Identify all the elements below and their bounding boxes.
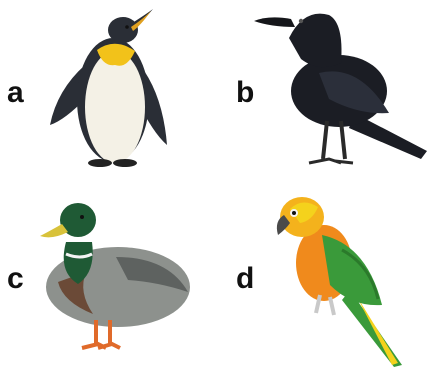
duck-image [38, 202, 198, 362]
panel-label-a: a [7, 76, 24, 109]
panel-a [0, 0, 214, 180]
panel-b [214, 0, 428, 180]
panel-label-d: d [236, 262, 255, 295]
panel-label-b: b [236, 76, 255, 109]
panel-c [0, 180, 214, 360]
parrot-image [272, 195, 412, 370]
panel-label-c: c [7, 262, 24, 295]
penguin-image [45, 5, 175, 175]
crow-image [249, 3, 429, 173]
panel-d [214, 180, 428, 360]
